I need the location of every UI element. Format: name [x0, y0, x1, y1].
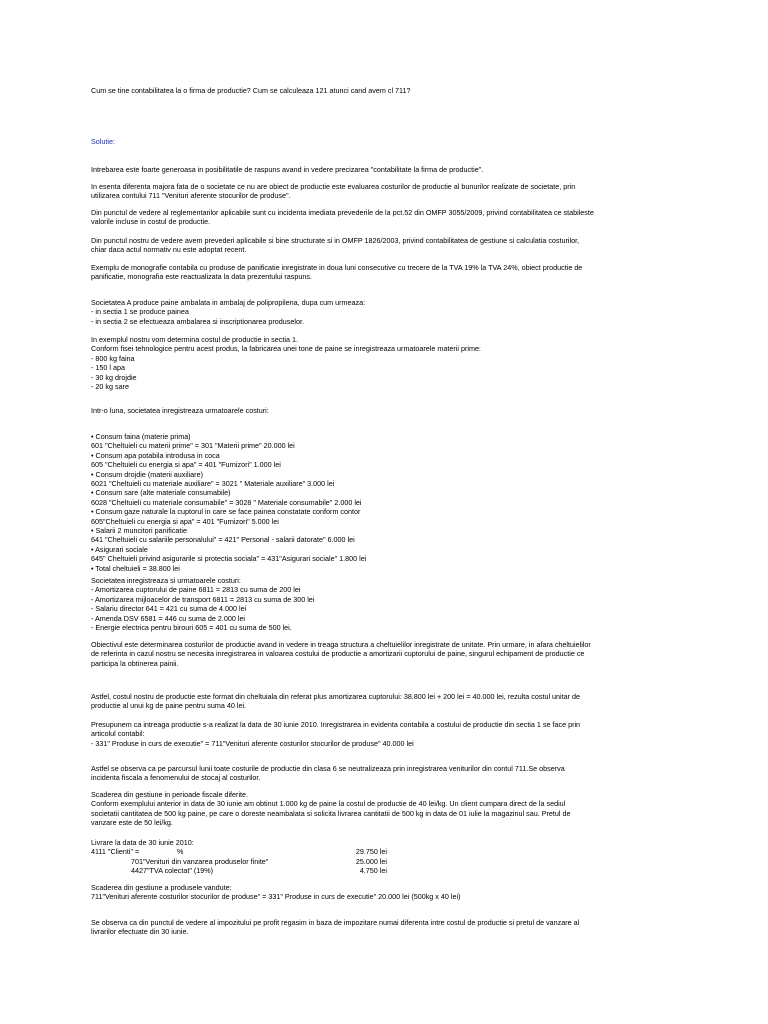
delivery-row: 4111 "Clienti" = % 29.750 lei [91, 847, 387, 857]
cost-entries: • Consum faina (materie prima) 601 "Cheltuieli cu materii prime" = 301 "Materii prime" 20.000 lei • Consum apa potabila introdusa in coca 605 "Cheltuieli cu energia si apa" = 401 "Furnizori" 1.000 lei • Consum drojdie (materii auxiliare) 6021 "Cheltuieli cu materiale auxiliare" = 3021 " Materiale auxiliare" 3.000 lei • Consum sare (alte materiale consumabile) 6028 "Cheltuieli cu materiale consumabile" = 3028 " Materiale consumabile" 2.000 lei • Consum gaze naturale la cuptorul in care se face painea constatate conform contor 605"Cheltuieli cu energia si apa" = 401 "Furnizori" 5.000 lei • Salarii 2 muncitori panificatie 641 "Cheltuieli cu salariile personalului" = 421" Personal - salarii datorate" 6.000 lei • Asigurari sociale 645" Cheltuieli privind asigurarile si protectia sociala" = 431"Asigurari sociale" 1.800 lei • Total cheltuieli = 38.800 lei [91, 432, 367, 573]
paragraph-regulations: Din punctul de vedere al reglementarilor aplicabile sunt cu incidenta imediata prevederile de la pct.52 din OMFP 3055/2009, privind contabilitatea ce stabileste valorile incluse in costul de productie. [91, 208, 594, 227]
observation-paragraph: Astfel se observa ca pe parcursul lunii toate costurile de productie din clasa 6 se neutralizeaza prin inregistrarea veniturilor din contul 711.Se observa incidenta fiscala a fenomenului de stocaj al costurilor. [91, 764, 565, 783]
delivery-row: 4427"TVA colectat" (19%) 4.750 lei [131, 866, 387, 876]
conclusion-paragraph: Se observa ca din punctul de vedere al impozitului pe profit regasim in baza de impozitare numai diferenta intre costul de productie si pretul de vanzare al livrarilor efectuate din 30 iunie. [91, 918, 580, 937]
goods-sold-entry: Scaderea din gestiune a produsele vandute: 711"Venituri aferente costurilor stocurilor de produse" = 331" Produse in curs de executie" 20.000 lei (500kg x 40 lei) [91, 883, 461, 902]
delivery-entry [91, 838, 691, 876]
objective-paragraph: Obiectivul este determinarea costurilor de productie avand in vedere in treaga structura a cheltuielilor inregistrate de unitate. Prin urmare, in afara cheltuielilor de referinta in cazul nostru se necesita inregistrarea in valoarea costului de productie a amortizarii cuptorului de paine, singurul echipament de productie ce participa la obtinerea painii. [91, 640, 591, 668]
paragraph-difference: In esenta diferenta majora fata de o societate ce nu are obiect de productie este evaluarea costurilor de productie al bunurilor realizate de societate, prin utilizarea contului 711 "Venituri aferente stocurilor de produse". [91, 182, 576, 201]
question-text: Cum se tine contabilitatea la o firma de productie? Cum se calculeaza 121 atunci cand avem cl 711? [91, 86, 411, 95]
intro-paragraph: Intrebarea este foarte generoasa in posibilitatile de raspuns avand in vedere precizarea "contabilitate la firma de productie". [91, 165, 484, 174]
delivery-title: Livrare la data de 30 iunie 2010: [91, 838, 194, 847]
assumption-paragraph: Presupunem ca intreaga productie s-a realizat la data de 30 iunie 2010. Inregistrarea in evidenta contabila a costului de productie din sectia 1 se face prin articolul contabil: - 331" Produse in curs de executie" = 711"Venituri aferente costurilor stocurilor de produse" 40.000 lei [91, 720, 581, 748]
paragraph-example: Exemplu de monografie contabila cu produse de panificatie inregistrate in doua luni consecutive cu trecere de la TVA 19% la TVA 24%, obiect productie de panificatie, monografia este reactualizata la data prezentului raspuns. [91, 263, 583, 282]
delivery-row: 701"Venituri din vanzarea produselor finite" 25.000 lei [131, 856, 387, 866]
fiscal-periods-paragraph: Scaderea din gestiune in perioade fiscale diferite. Conform exemplului anterior in data de 30 iunie am obtinut 1.000 kg de paine la costul de productie de 40 lei/kg. Un client cumpara direct de la sediul societatii cantitatea de 500 kg paine, pe care o doreste neambalata si solicita livrarea cantitatii de 500 kg in data de 01 iulie la magazinul sau. Pretul de vanzare este de 50 lei/kg. [91, 790, 571, 828]
company-description: Societatea A produce paine ambalata in ambalaj de polipropilena, dupa cum urmeaza: - in sectia 1 se produce painea - in sectia 2 se efectueaza ambalarea si inscriptionarea produselor. [91, 298, 366, 326]
paragraph-omfp: Din punctul nostru de vedere avem prevederi aplicabile si bine structurate si in OMFP 1826/2003, privind contabilitatea de gestiune si calculatia costurilor, chiar daca actul normativ nu este adoptat recent. [91, 236, 580, 255]
production-cost-paragraph: Astfel, costul nostru de productie este format din cheltuiala din referat plus amortizarea cuptorului: 38.800 lei + 200 lei = 40.000 lei, rezulta costul unitar de productie al unui kg de paine pentru suma 40 lei. [91, 692, 581, 711]
other-costs: Societatea inregistreaza si urmatoarele costuri: - Amortizarea cuptorului de paine 6811 = 2813 cu suma de 200 lei - Amortizarea mijloacelor de transport 6811 = 2813 cu suma de 300 lei - Salariu director 641 = 421 cu suma de 4.000 lei - Amenda DSV 6581 = 446 cu suma de 2.000 lei - Energie electrica pentru birouri 605 = 401 cu suma de 500 lei. [91, 576, 315, 633]
solution-heading: Solutie: [91, 137, 115, 146]
month-costs-intro: Intr-o luna, societatea inregistreaza urmatoarele costuri: [91, 406, 269, 415]
materials-list: In exemplul nostru vom determina costul de productie in sectia 1. Conform fisei tehnologice pentru acest produs, la fabricarea unei tone de paine se inregistreaza urmatoarele materii prime: - 800 kg faina - 150 l apa - 30 kg drojdie - 20 kg sare [91, 335, 481, 392]
